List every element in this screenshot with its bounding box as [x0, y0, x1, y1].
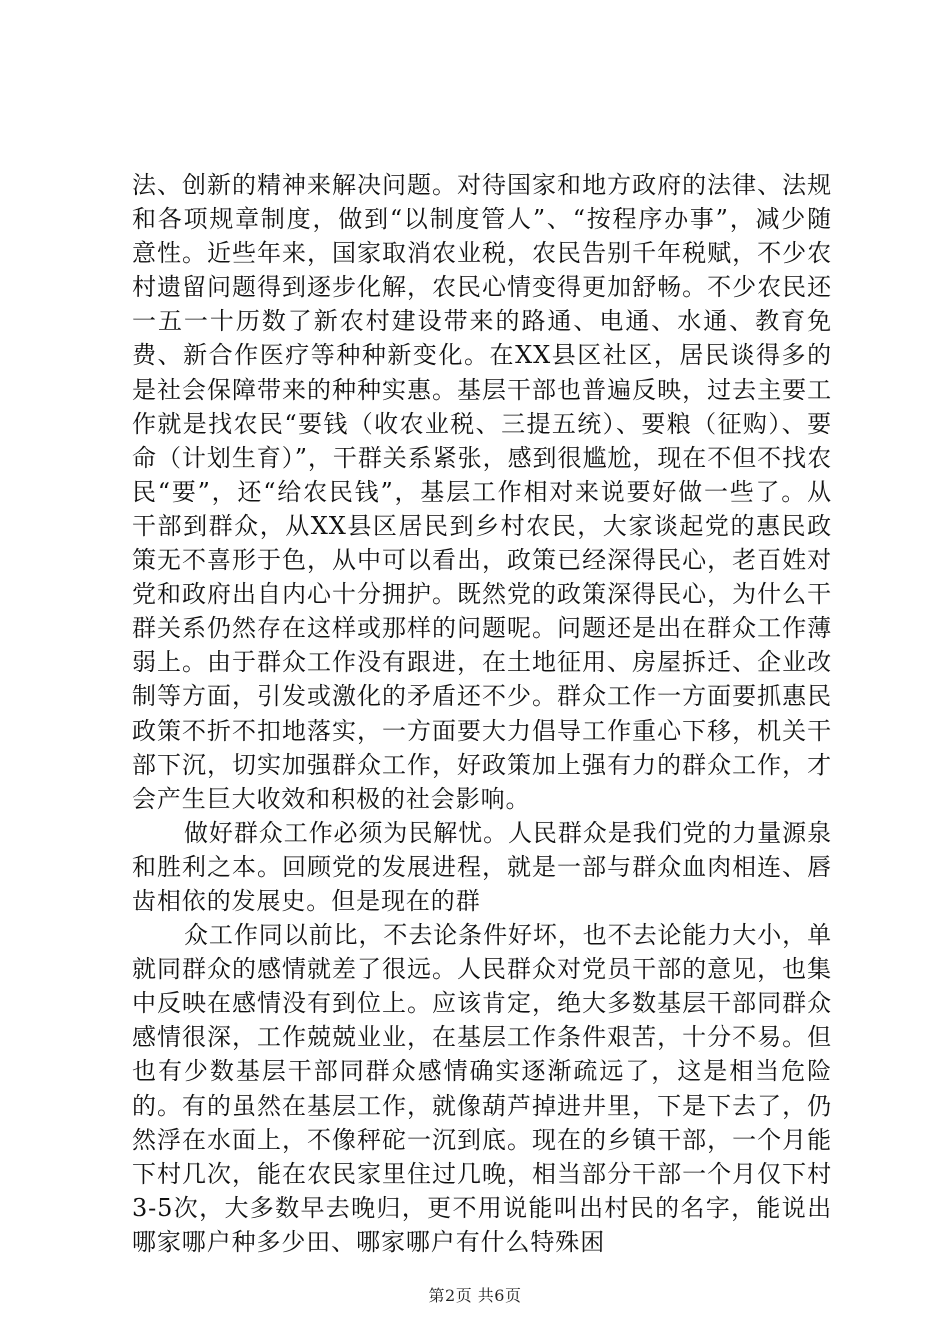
paragraph-1: 法、创新的精神来解决问题。对待国家和地方政府的法律、法规和各项规章制度，做到“以制度管人”、“按程序办事”，减少随意性。近些年来，国家取消农业税，农民告别千年税赋，不少农村遗留问题得到逐步化解，农民心情变得更加舒畅。不少农民还一五一十历数了新农村建设带来的路通、电通、水通、教育免费、新合作医疗等种种新变化。在XX县区社区，居民谈得多的是社会保障带来的种种实惠。基层干部也普遍反映，过去主要工作就是找农民“要钱（收农业税、三提五统）、要粮（征购）、要命（计划生育）”，干群关系紧张，感到很尴尬，现在不但不找农民“要”，还“给农民钱”，基层工作相对来说要好做一些了。从干部到群众，从XX县区居民到乡村农民，大家谈起党的惠民政策无不喜形于色，从中可以看出，政策已经深得民心，老百姓对党和政府出自内心十分拥护。既然党的政策深得民心，为什么干群关系仍然存在这样或那样的问题呢。问题还是出在群众工作薄弱上。由于群众工作没有跟进，在土地征用、房屋拆迁、企业改制等方面，引发或激化的矛盾还不少。群众工作一方面要抓惠民政策不折不扣地落实，一方面要大力倡导工作重心下移，机关干部下沉，切实加强群众工作，好政策加上强有力的群众工作，才会产生巨大收效和积极的社会影响。	[132, 171, 832, 813]
paragraph-3: 众工作同以前比，不去论条件好坏，也不去论能力大小，单就同群众的感情就差了很远。人民群众对党员干部的意见，也集中反映在感情没有到位上。应该肯定，绝大多数基层干部同群众感情很深，工作兢兢业业，在基层工作条件艰苦，十分不易。但也有少数基层干部同群众感情确实逐渐疏远了，这是相当危险的。有的虽然在基层工作，就像葫芦掉进井里，下是下去了，仍然浮在水面上，不像秤砣一沉到底。现在的乡镇干部，一个月能下村几次，能在农民家里住过几晚，相当部分干部一个月仅下村3-5次，大多数早去晚归，更不用说能叫出村民的名字，能说出哪家哪户种多少田、哪家哪户有什么特殊困	[132, 921, 832, 1256]
paragraph-2: 做好群众工作必须为民解忧。人民群众是我们党的力量源泉和胜利之本。回顾党的发展进程，就是一部与群众血肉相连、唇齿相依的发展史。但是现在的群	[132, 818, 832, 915]
document-body	[132, 168, 832, 1259]
page-number-footer: 第2页 共6页	[428, 1286, 522, 1305]
